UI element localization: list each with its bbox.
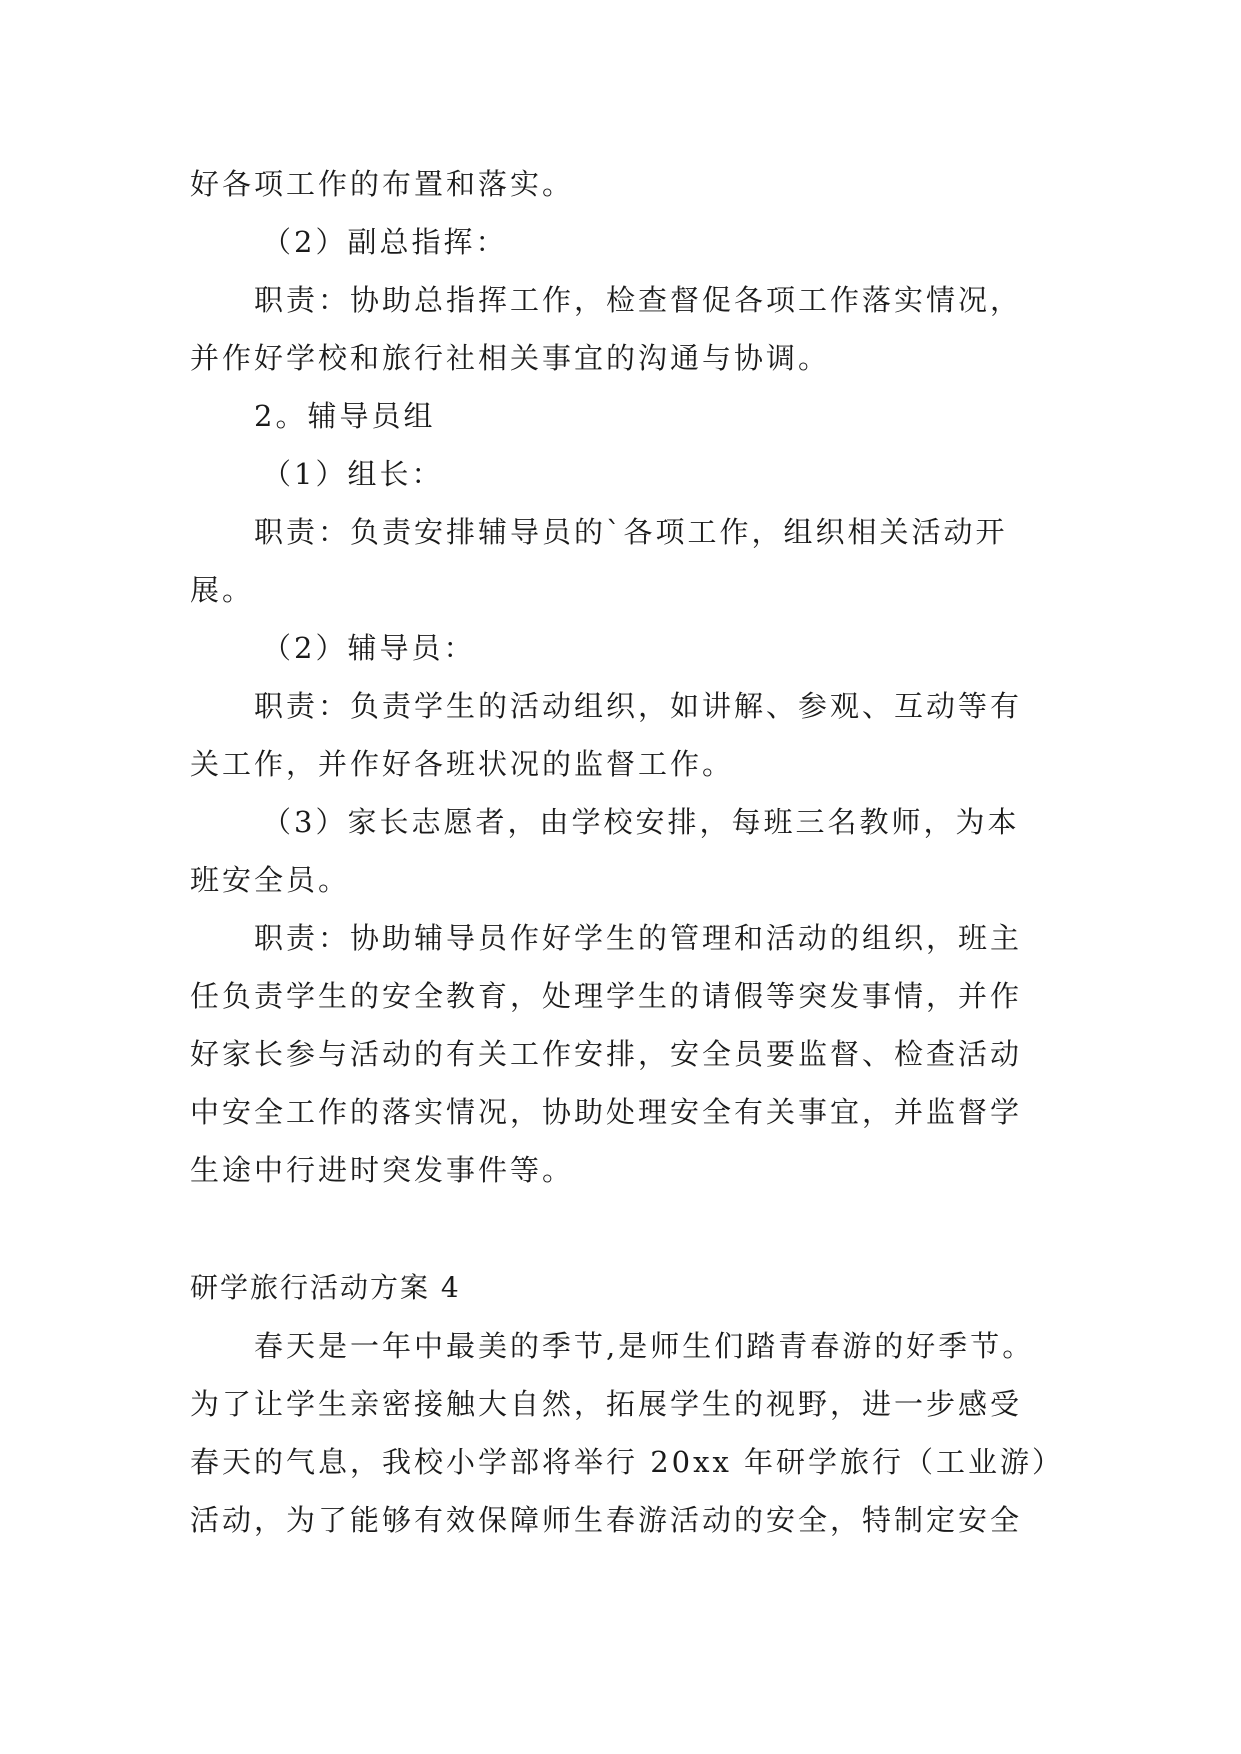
paragraph-line: 职责：协助辅导员作好学生的管理和活动的组织，班主 [254, 921, 1023, 955]
paragraph-line: 好各项工作的布置和落实。 [190, 167, 575, 201]
paragraph-line: 生途中行进时突发事件等。 [190, 1153, 575, 1187]
section-heading: 2。辅导员组 [254, 399, 436, 433]
item-heading: （3）家长志愿者，由学校安排，每班三名教师，为本 [262, 805, 1020, 839]
paragraph-line: 关工作，并作好各班状况的监督工作。 [190, 747, 735, 781]
paragraph-line: 任负责学生的安全教育，处理学生的请假等突发事情，并作 [190, 979, 1023, 1013]
paragraph-line: 为了让学生亲密接触大自然，拓展学生的视野，进一步感受 [190, 1387, 1023, 1421]
paragraph-line: 展。 [190, 573, 255, 607]
paragraph-line: 职责：负责安排辅导员的`各项工作，组织相关活动开 [254, 515, 1008, 549]
paragraph-line: 职责：协助总指挥工作，检查督促各项工作落实情况， [254, 283, 1023, 317]
item-heading: （2）副总指挥： [262, 225, 508, 259]
paragraph-line: 活动，为了能够有效保障师生春游活动的安全，特制定安全 [190, 1503, 1023, 1537]
paragraph-line: 好家长参与活动的有关工作安排，安全员要监督、检查活动 [190, 1037, 1023, 1071]
paragraph-line: 并作好学校和旅行社相关事宜的沟通与协调。 [190, 341, 831, 375]
paragraph-line: 中安全工作的落实情况，协助处理安全有关事宜，并监督学 [190, 1095, 1023, 1129]
section-title: 研学旅行活动方案 4 [190, 1271, 461, 1304]
paragraph-line: 职责：负责学生的活动组织，如讲解、参观、互动等有 [254, 689, 1023, 723]
item-heading: （1）组长： [262, 457, 444, 491]
paragraph-line: 春天的气息，我校小学部将举行 20xx 年研学旅行（工业游） [190, 1445, 1065, 1479]
paragraph-line: 班安全员。 [190, 863, 351, 897]
item-heading: （2）辅导员： [262, 631, 476, 665]
paragraph-line: 春天是一年中最美的季节,是师生们踏青春游的好季节。 [254, 1329, 1035, 1363]
